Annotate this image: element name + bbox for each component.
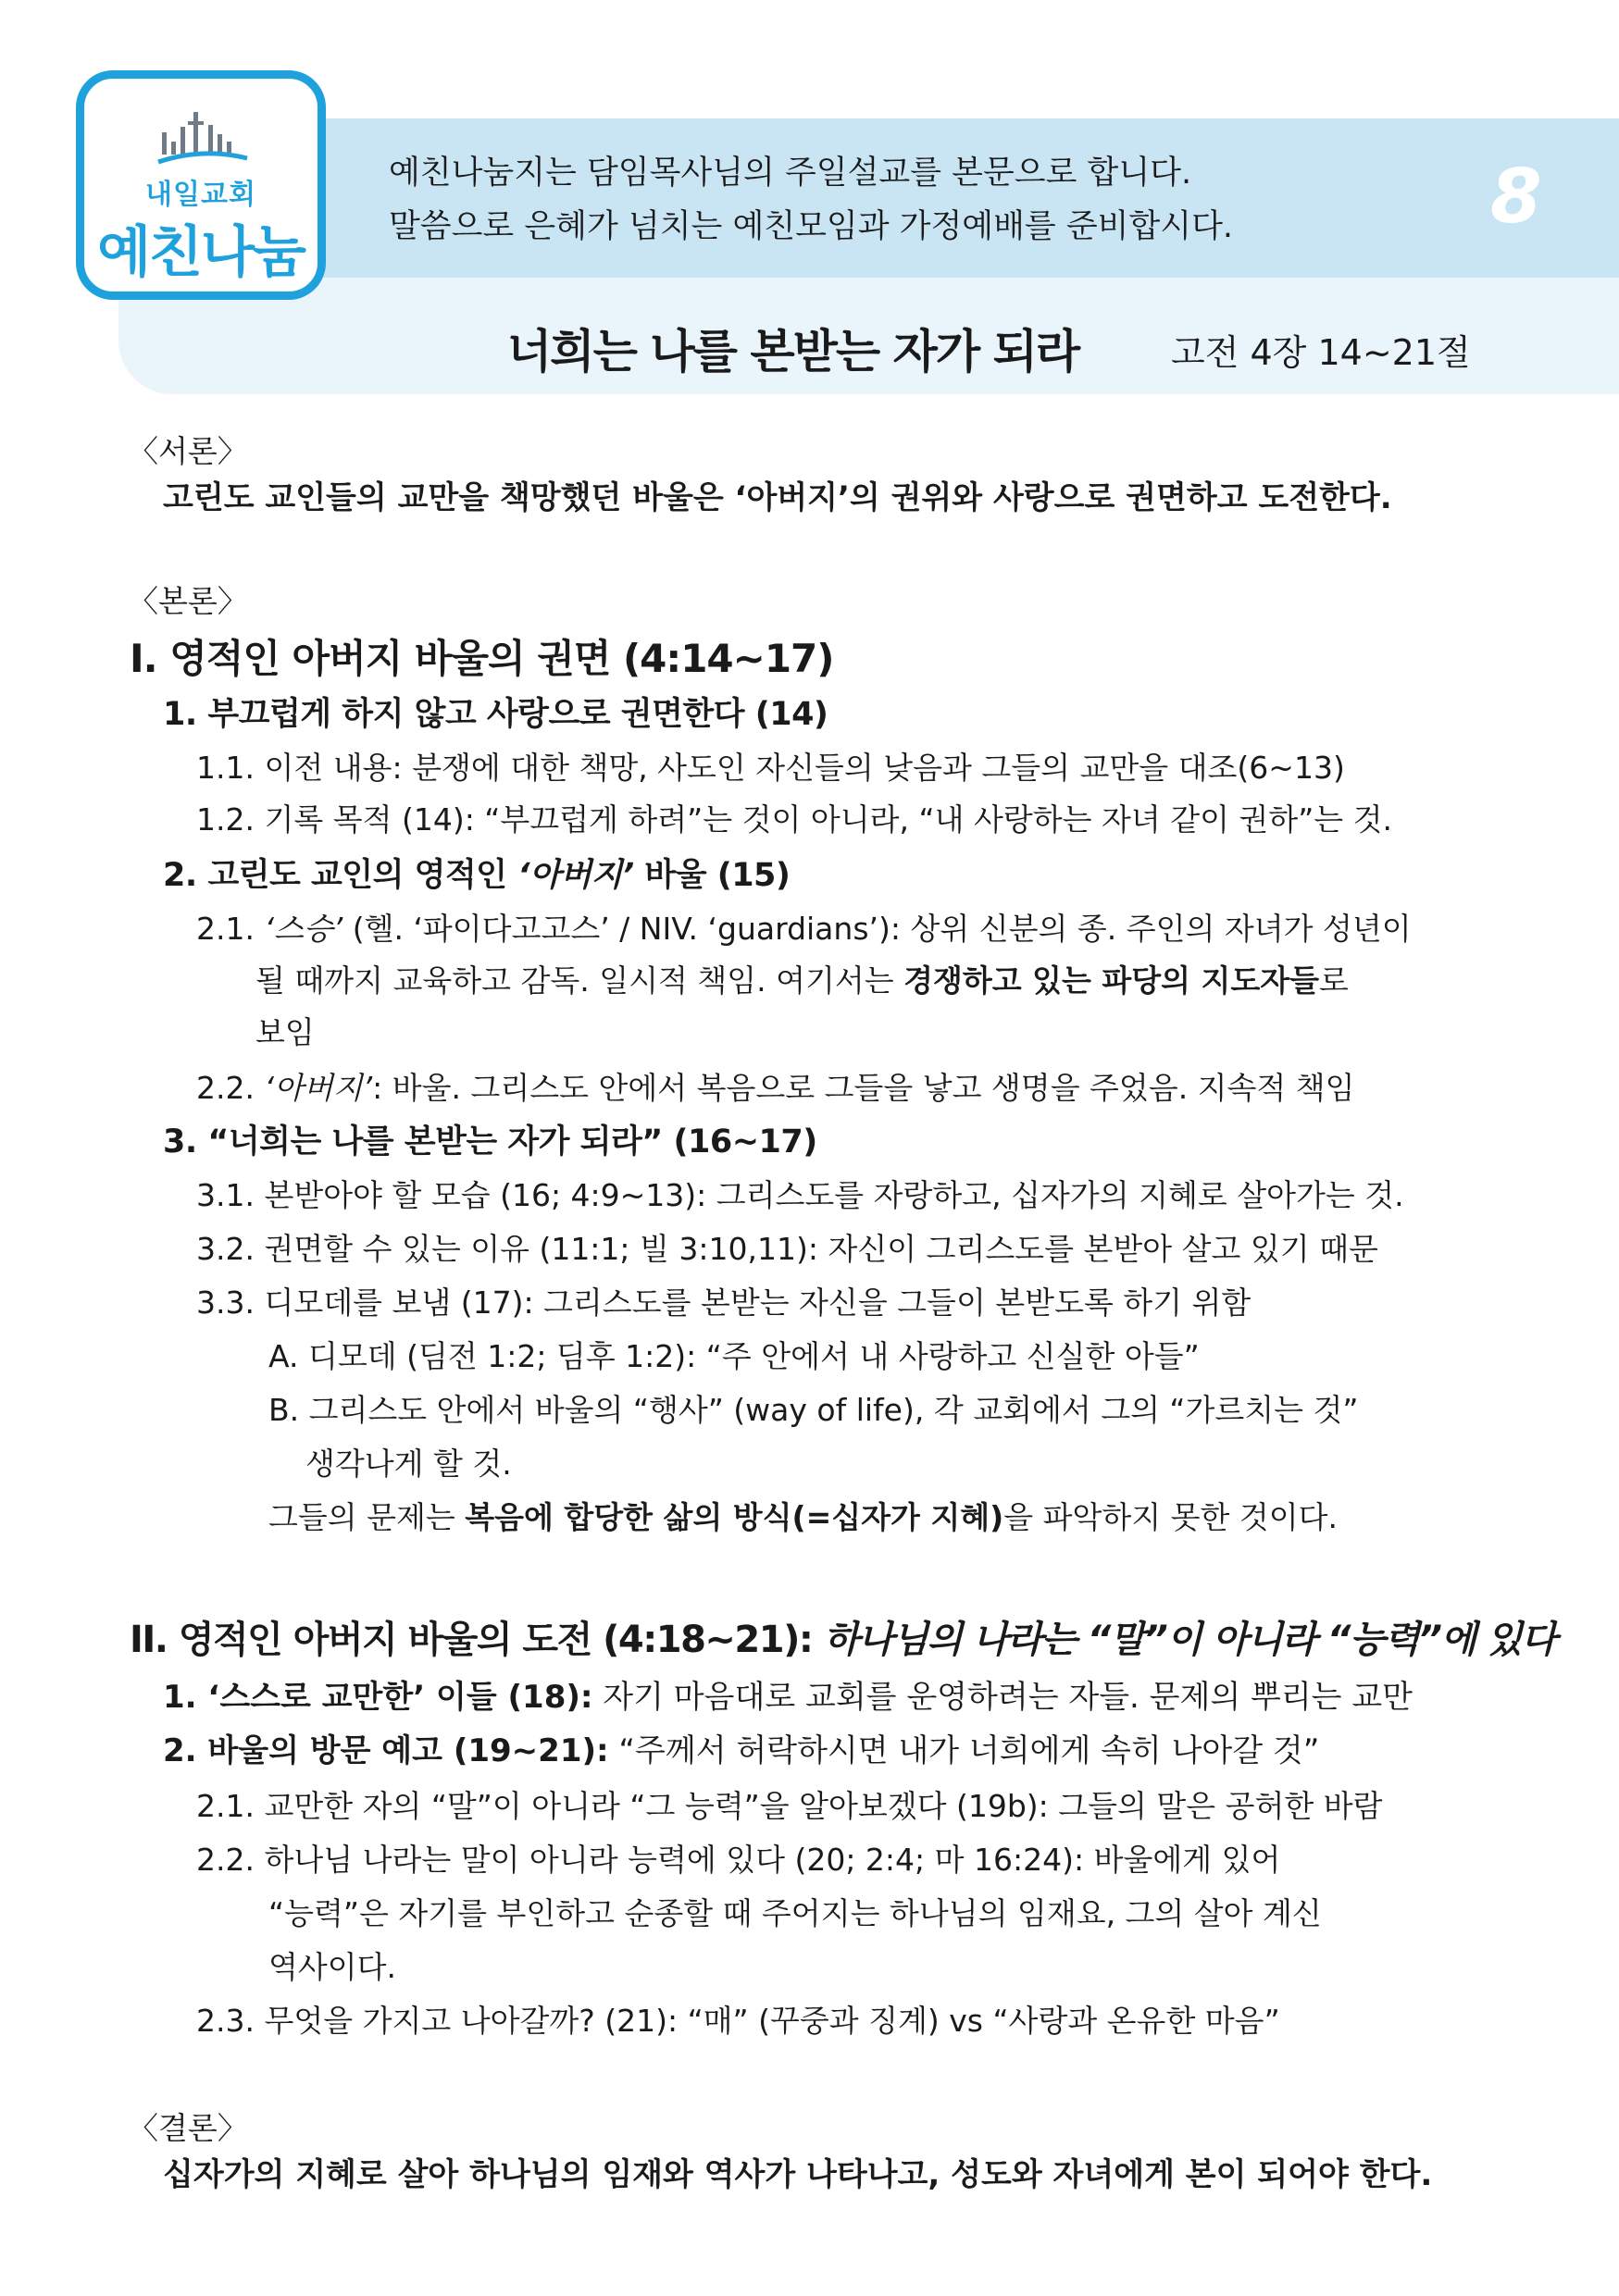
part1-point3-3-c-c: 을 파악하지 못한 것이다. (1003, 1499, 1338, 1535)
part2-point2-2-line1: 2.2. 하나님 나라는 말이 아니라 능력에 있다 (20; 2:4; 마 16:24): 바울에게 있어 (196, 1842, 1281, 1878)
part1-point1-1: 1.1. 이전 내용: 분쟁에 대한 책망, 사도인 자신들의 낮음과 그들의 교만을 대조(6~13) (196, 750, 1345, 786)
part2-heading-a: II. 영적인 아버지 바울의 도전 (4:18~21): (130, 1619, 824, 1661)
intro-section-text: 고린도 교인들의 교만을 책망했던 바울은 ‘아버지’의 권위와 사랑으로 권면하고 도전한다. (163, 479, 1392, 516)
part1-point2-1-line3: 보임 (255, 1014, 315, 1050)
part1-point3-3-c-a: 그들의 문제는 (268, 1499, 466, 1535)
intro-line-2: 말씀으로 은혜가 넘치는 예친모임과 가정예배를 준비합시다. (389, 208, 1234, 245)
part1-point2-1-line2-b: 경쟁하고 있는 파당의 지도자들 (903, 962, 1319, 999)
part2-point2-1: 2.1. 교만한 자의 “말”이 아니라 “그 능력”을 알아보겠다 (19b): 그들의 말은 공허한 바람 (196, 1788, 1383, 1824)
part1-point2-2 (196, 1070, 1355, 1107)
part1-point2-1-line2-a: 될 때까지 교육하고 감독. 일시적 책임. 여기서는 (255, 962, 904, 999)
part2-heading (130, 1619, 1556, 1661)
part1-point2-1 (196, 911, 1412, 948)
church-name: 내일교회 (145, 179, 256, 211)
part1-point2-1-num: 2.1. (196, 911, 265, 947)
part2-point2-2-line3: 역사이다. (268, 1949, 397, 1985)
part1-point3-2: 3.2. 권면할 수 있는 이유 (11:1; 빌 3:10,11): 자신이 그리스도를 본받아 살고 있기 때문 (196, 1231, 1378, 1267)
part2-heading-b: 하나님의 나라는 “말”이 아니라 “능력”에 있다 (823, 1619, 1556, 1661)
body-section-label: 〈본론〉 (128, 583, 248, 619)
part2-point2-2-line2: “능력”은 자기를 부인하고 순종할 때 주어지는 하나님의 임재요, 그의 살아 계신 (268, 1895, 1322, 1931)
part1-point2-2-em: ‘아버지’ (264, 1070, 373, 1106)
part1-point2-heading-c: 바울 (15) (633, 857, 791, 894)
part1-point2-2-rest: : 바울. 그리스도 안에서 복음으로 그들을 낳고 생명을 주었음. 지속적 책임 (372, 1070, 1355, 1106)
part1-point2-heading (163, 857, 790, 894)
part2-point1-text: 자기 마음대로 교회를 운영하려는 자들. 문제의 뿌리는 교만 (592, 1679, 1414, 1716)
part1-point3-3-b-line2: 생각나게 할 것. (305, 1446, 512, 1482)
conclusion-label: 〈결론〉 (128, 2110, 248, 2146)
intro-section-label: 〈서론〉 (128, 433, 248, 469)
brand-title: 예친나눔 (97, 220, 305, 285)
church-skyline-icon (156, 110, 249, 171)
part1-point3-3: 3.3. 디모데를 보냄 (17): 그리스도를 본받는 자신을 그들이 본받도록 하기 위함 (196, 1285, 1252, 1321)
part1-point3-1: 3.1. 본받아야 할 모습 (16; 4:9~13): 그리스도를 자랑하고, 십자가의 지혜로 살아가는 것. (196, 1177, 1404, 1213)
part1-point3-3-a: A. 디모데 (딤전 1:2; 딤후 1:2): “주 안에서 내 사랑하고 신실한 아들” (268, 1338, 1200, 1374)
church-logo (76, 70, 326, 300)
page-number: 8 (1490, 154, 1542, 240)
part2-point2-3: 2.3. 무엇을 가지고 나아갈까? (21): “매” (꾸중과 징계) vs “사랑과 온유한 마음” (196, 2003, 1280, 2039)
intro-line-1: 예친나눔지는 담임목사님의 주일설교를 본문으로 합니다. (389, 155, 1192, 192)
part1-point2-1-line2-c: 로 (1318, 962, 1349, 999)
part1-point1-heading: 1. 부끄럽게 하지 않고 사랑으로 권면한다 (14) (163, 696, 828, 733)
part1-point2-heading-b: ‘아버지’ (517, 857, 634, 894)
part2-point2-text: “주께서 허락하시면 내가 너희에게 속히 나아갈 것” (608, 1732, 1320, 1769)
part1-point3-heading: 3. “너희는 나를 본받는 자가 되라” (16~17) (163, 1123, 817, 1160)
part1-point3-3-c (268, 1499, 1338, 1536)
part2-point2-heading: 2. 바울의 방문 예고 (19~21): (163, 1732, 609, 1769)
part2-point1 (163, 1679, 1413, 1716)
part1-point3-3-c-b: 복음에 합당한 삶의 방식(=십자가 지혜) (465, 1499, 1004, 1535)
part1-heading: I. 영적인 아버지 바울의 권면 (4:14~17) (130, 636, 834, 681)
part1-point1-2: 1.2. 기록 목적 (14): “부끄럽게 하려”는 것이 아니라, “내 사랑하는 자녀 같이 권하”는 것. (196, 801, 1393, 838)
sermon-title: 너희는 나를 본받는 자가 되라 (507, 325, 1079, 379)
conclusion-text: 십자가의 지혜로 살아 하나님의 임재와 역사가 나타나고, 성도와 자녀에게 본이 되어야 한다. (163, 2156, 1433, 2193)
part1-point2-heading-a: 2. 고린도 교인의 영적인 (163, 857, 518, 894)
part1-point2-1-line2 (255, 962, 1349, 999)
scripture-reference: 고전 4장 14~21절 (1171, 332, 1471, 373)
part1-point2-2-num: 2.2. (196, 1070, 265, 1106)
part2-point2 (163, 1732, 1319, 1769)
part1-point2-1-rest: (헬. ‘파이다고고스’ / NIV. ‘guardians’): 상위 신분의 종. 주인의 자녀가 성년이 (342, 911, 1412, 947)
part2-point1-heading: 1. ‘스스로 교만한’ 이들 (18): (163, 1679, 593, 1716)
part1-point3-3-b-line1: B. 그리스도 안에서 바울의 “행사” (way of life), 각 교회에서 그의 “가르치는 것” (268, 1392, 1359, 1428)
part1-point2-1-em: ‘스승’ (264, 911, 343, 947)
intro-text (389, 146, 1233, 254)
